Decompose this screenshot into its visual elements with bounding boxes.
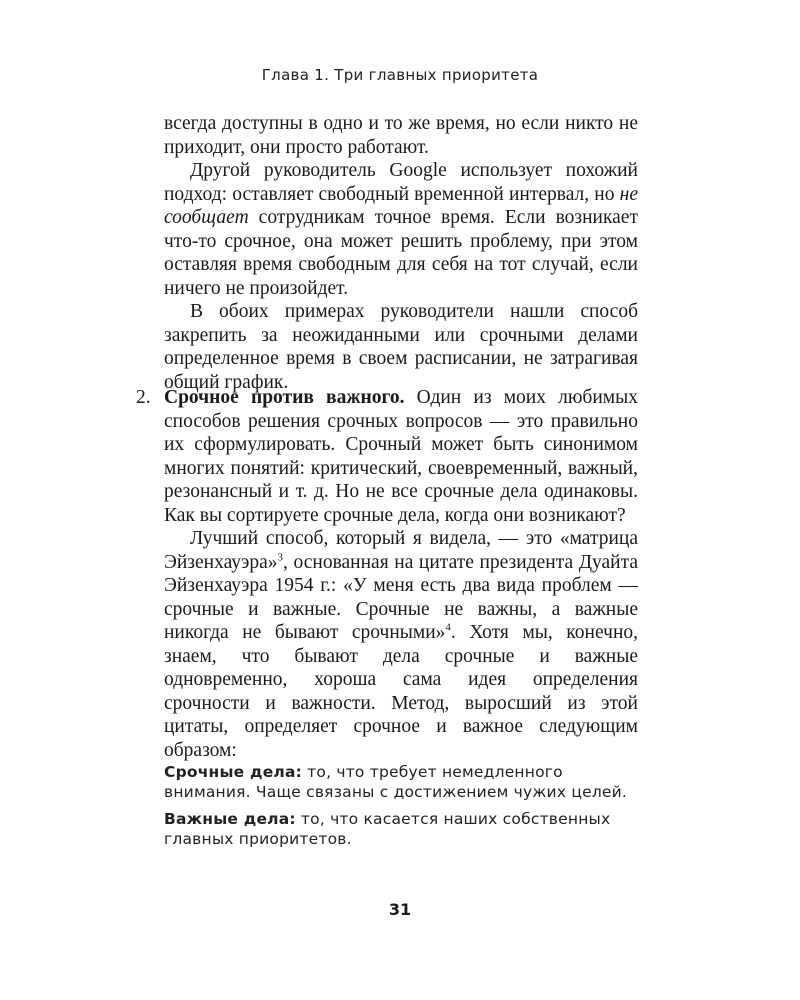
paragraph-text: Лучший способ, который я видела, — это «матрица Эйзенхауэра»	[164, 528, 638, 573]
paragraph-text: Один из моих любимых способов решения срочных вопросов — это правильно их сформулировать. Срочный может быть синонимом многих понятий: критический, своевременный, важный, резонансный и т. д. Но не все срочные дела одинаковы. Как вы сортируете срочные дела, когда они возникают?	[164, 387, 638, 526]
footnote-ref[interactable]: 4	[445, 621, 451, 634]
running-head: Глава 1. Три главных приоритета	[261, 66, 539, 84]
item-paragraph	[164, 386, 638, 527]
definition-term: Важные дела:	[164, 810, 296, 828]
paragraph-text: сотрудникам точное время. Если возникает что-то срочное, она может решить проблему, при этом оставляя время свободным для себя на тот случай, если ничего не произойдет.	[164, 207, 638, 299]
numbered-item-2	[136, 386, 638, 762]
footnote-ref[interactable]: 3	[277, 551, 284, 563]
italic-emphasis: не сообщает	[164, 183, 638, 228]
definition-urgent	[164, 762, 638, 802]
paragraph-text: . Хотя мы, конечно, знаем, что бывают дела срочные и важные одновременно, хороша сама идея определения срочности и важности. Метод, выросший из этой цитаты, определяет срочное и важное следующим образом:	[164, 622, 639, 761]
paragraph-text: , основанная на цитате президента Дуайта Эйзенхауэра 1954 г.: «У меня есть два вида проблем — срочные и важные. Срочные не важны, а важные никогда не бывают срочными»	[164, 551, 638, 643]
paragraph-google-manager	[164, 159, 638, 300]
paragraph-continuation: всегда доступны в одно и то же время, но если никто не приходит, они просто работают.	[164, 113, 638, 158]
definition-important	[164, 809, 638, 849]
paragraph-both-examples: В обоих примерах руководители нашли способ закрепить за неожиданными или срочными делами определенное время в своем расписании, не затрагивая общий график.	[164, 301, 638, 393]
paragraph-text: Другой руководитель Google использует похожий подход: оставляет свободный временной интервал, но	[164, 160, 638, 205]
item-paragraph-eisenhower	[164, 527, 638, 762]
definition-text: то, что касается наших собственных главных приоритетов.	[164, 810, 611, 848]
item-bold-title: Срочное против важного.	[164, 387, 405, 408]
page-number: 31	[388, 900, 412, 919]
definitions-box	[164, 762, 638, 856]
list-number: 2.	[136, 387, 151, 408]
definition-text: то, что требует немедленного внимания. Чаще связаны с достижением чужих целей.	[164, 763, 628, 801]
definition-term: Срочные дела:	[164, 763, 303, 781]
body-text-top	[164, 112, 638, 394]
